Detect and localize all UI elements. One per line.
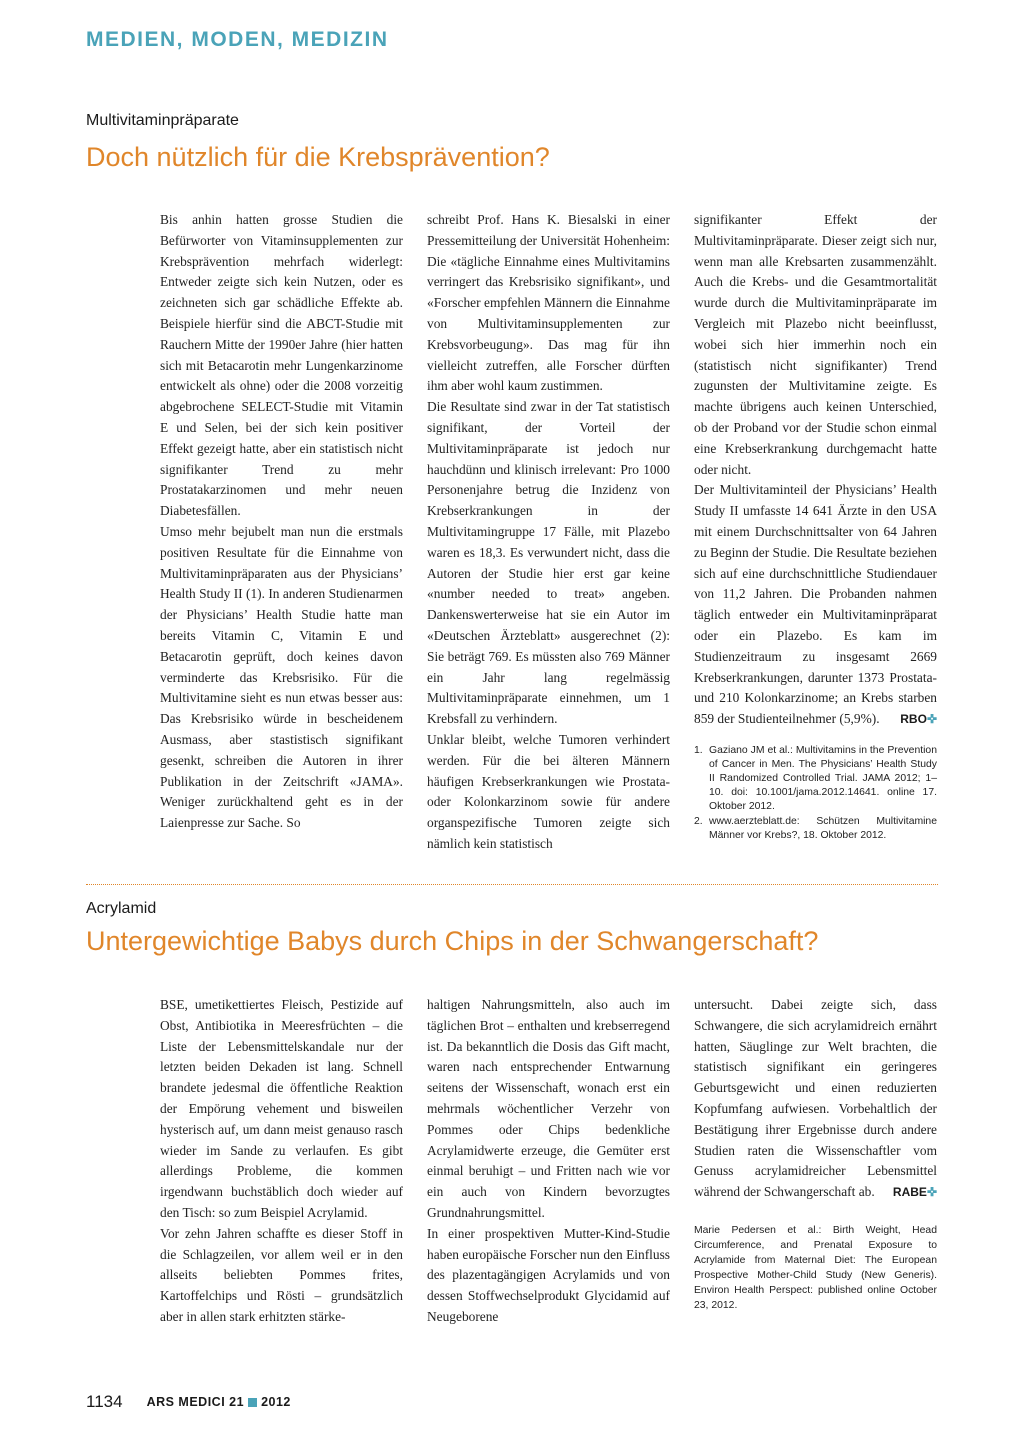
reference-item — [694, 744, 937, 814]
paragraph: Vor zehn Jahren schaffte es dieser Stoff in die Schlagzeilen, vor allem weil er in den allseits beliebten Pommes frites, Kartoffelchips und Rösti – grundsätzlich aber in allen stark erhitzten stärke- — [160, 1225, 403, 1324]
author-signature — [893, 1182, 937, 1203]
paragraph: signifikanter Effekt der Multivitaminpräparate. Dieser zeigt sich nur, wenn man alle Krebsarten zusammenzählt. Auch die Krebs- und die Gesamtmortalität wurde durch die Multivitaminpräparate im Vergleich mit Plazebo nicht beeinflusst, wobei sich hier immerhin noch ein (statistisch nicht signifikanter) Trend zugunsten der Multivitamine zeigte. Es machte übrigens auch keinen Unterschied, ob der Proband vor der Studie schon einmal eine Krebserkrankung durchgemacht hatte oder nicht. — [694, 212, 937, 477]
reference-text: Gaziano JM et al.: Multivitamins in the Prevention of Cancer in Men. The Physicians’ Health Study II Randomized Controlled Trial. JAMA 2012; 1–10. doi: 10.1001/jama.2012.14641. online 17. Oktober 2012. — [709, 744, 937, 812]
article2-column-2 — [427, 995, 670, 1328]
paragraph: Die Resultate sind zwar in der Tat statistisch signifikant, der Vorteil der Multivitaminpräparate ist jedoch nur hauchdünn und klinisch irrelevant: Pro 1000 Personenjahre betrug die Inzidenz von Krebserkrankungen in der Multivitamingruppe 17 Fälle, mit Plazebo waren es 18,3. Es verwundert nicht, dass die Autoren der Studie hier erst gar keine «number needed to treat» angeben. Dankenswerterweise hat sie ein Autor im «Deutschen Ärzteblatt» ausgerechnet (2): Sie beträgt 769. Es müssten also 769 Männer ein Jahr lang regelmässig Multivitaminpräparate einnehmen, um 1 Krebsfall zu verhindern. — [427, 399, 670, 727]
reference-number: 2. — [694, 815, 703, 827]
section-header: MEDIEN, MODEN, MEDIZIN — [86, 28, 389, 51]
paragraph: BSE, umetikettiertes Fleisch, Pestizide auf Obst, Antibiotika in Meeresfrüchten – die Liste der Lebensmittelskandale nur der letzten beiden Dekaden ist lang. Schnell brandete jedesmal die öffentliche Reaktion der Empörung vehement und bisweilen hysterisch auf, um dann meist genauso rasch wieder im Sande zu verlaufen. Es gibt allerdings Probleme, die kommen irgendwann buchstäblich doch wieder auf den Tisch: so zum Beispiel Acrylamid. — [160, 997, 403, 1220]
paragraph — [694, 995, 937, 1203]
page-footer — [86, 1392, 291, 1412]
reference-text: www.aerzteblatt.de: Schützen Multivitamine Männer vor Krebs?, 18. Oktober 2012. — [709, 815, 937, 841]
paragraph: Bis anhin hatten grosse Studien die Befürworter von Vitaminsupplementen zur Krebsprävention mehrfach widerlegt: Entweder zeigte sich kein Nutzen, oder es zeichneten sich gar schädliche Effekte ab. Beispiele hierfür sind die ABCT-Studie mit Rauchern Mitte der 1990er Jahre (hier hatten sich mit Betacarotin mehr Lungenkarzinome entwickelt als ohne) oder die 2008 vorzeitig abgebrochene SELECT-Studie mit Vitamin E und Selen, bei der sich kein positiver Effekt gezeigt hatte, aber ein statistisch nicht signifikanter Trend zu mehr Prostatakarzinomen und mehr neuen Diabetesfällen. — [160, 212, 403, 519]
paragraph — [694, 480, 937, 730]
square-icon — [248, 1398, 257, 1407]
journal-issue: ARS MEDICI 21 — [146, 1395, 245, 1409]
paragraph: Umso mehr bejubelt man nun die erstmals positiven Resultate für die Einnahme von Multivitaminpräparaten aus der Physicians’ Health Study II (1). In anderen Studienarmen der Physicians’ Health Studie hatte man bereits Vitamin C, Vitamin E und Betacarotin geprüft, doch keines davon verminderte das Krebsrisiko. Für die Multivitamine sieht es nun etwas besser aus: Das Krebsrisiko würde in bescheidenem Ausmass, aber stastistisch signifikant gesenkt, schreiben die Autoren in ihrer Publikation in der Zeitschrift «JAMA». Weniger zurückhaltend geht es in der Laienpresse zur Sache. So — [160, 523, 403, 831]
reference-number: 1. — [694, 744, 703, 756]
author-initials: RBO — [900, 712, 927, 727]
article1-column-3 — [694, 210, 937, 844]
article2-kicker: Acrylamid — [86, 900, 157, 917]
paragraph: Unklar bleibt, welche Tumoren verhindert werden. Für die bei älteren Männern häufigen Krebserkrankungen wie Prostata- oder Kolonkarzinom sowie für andere organspezifische Tumoren zeigte sich nämlich kein statistisch — [427, 731, 670, 851]
article2-headline: Untergewichtige Babys durch Chips in der Schwangerschaft? — [86, 926, 819, 956]
article1-references — [694, 744, 937, 843]
cross-icon: ✜ — [926, 1185, 937, 1200]
page-number: 1134 — [86, 1392, 123, 1411]
article2-column-1 — [160, 995, 403, 1328]
cross-icon: ✜ — [926, 712, 937, 727]
article1-headline: Doch nützlich für die Krebsprävention? — [86, 142, 550, 172]
article1-column-1 — [160, 210, 403, 834]
paragraph-text: untersucht. Dabei zeigte sich, dass Schwangere, die sich acrylamidreich ernährt hatten, Säuglinge zur Welt brachten, die statistisch signifikant ein geringeres Geburtsgewicht und einen reduzierten Kopfumfang aufwiesen. Vorbehaltlich der Bestätigung ihrer Ergebnisse durch andere Studien raten die Wissenschaftler vom Genuss acrylamidreicher Lebensmittel während der Schwangerschaft ab. — [694, 997, 937, 1200]
reference-item — [694, 815, 937, 843]
paragraph: In einer prospektiven Mutter-Kind-Studie haben europäische Forscher nun den Einfluss des plazentagängigen Acrylamids und von dessen Stoffwechselprodukt Glycidamid auf Neugeborene — [427, 1225, 670, 1324]
article2-column-3 — [694, 995, 937, 1313]
paragraph: schreibt Prof. Hans K. Biesalski in einer Pressemitteilung der Universität Hohenheim: Die «tägliche Einnahme eines Multivitamins verringert das Krebsrisiko signifikant», und «Forscher empfehlen Männern die Einnahme von Multivitaminsupplementen zur Krebsvorbeugung». Das mag für ihn vielleicht zutreffen, alle Forscher dürften ihm aber wohl kaum zustimmen. — [427, 212, 670, 394]
article2-reference: Marie Pedersen et al.: Birth Weight, Head Circumference, and Prenatal Exposure to Acrylamide from Maternal Diet: The European Prospective Mother-Child Study (New Generis). Environ Health Perspect: published online October 23, 2012. — [694, 1224, 937, 1311]
journal-year: 2012 — [261, 1395, 291, 1409]
author-initials: RABE — [892, 1185, 927, 1200]
article1-kicker: Multivitaminpräparate — [86, 112, 239, 129]
section-divider — [86, 884, 938, 885]
article1-column-2 — [427, 210, 670, 855]
author-signature — [900, 709, 937, 730]
paragraph-text: Der Multivitaminteil der Physicians’ Health Study II umfasste 14 641 Ärzte in den USA mit einem Durchschnittsalter von 64 Jahren zu Beginn der Studie. Die Resultate beziehen sich auf eine durchschnittliche Studiendauer von 11,2 Jahren. Die Probanden nahmen täglich entweder ein Multivitaminpräparat oder ein Plazebo. Es kam im Studienzeitraum zu insgesamt 2669 Krebserkrankungen, darunter 1373 Prostata- und 210 Kolonkarzinome; an Krebs starben 859 der Studienteilnehmer (5,9%). — [694, 482, 937, 727]
paragraph: haltigen Nahrungsmitteln, also auch im täglichen Brot – enthalten und krebserregend ist. Da bekanntlich die Dosis das Gift macht, waren nach entsprechender Entwarnung seitens der Wissenschaft, wonach erst ein mehrmals wöchentlicher Verzehr von Pommes oder Chips bedenkliche Acrylamidwerte erzeuge, die Gemüter erst einmal beruhigt – und Fritten nach wie vor ein auch von Kindern bevorzugtes Grundnahrungsmittel. — [427, 997, 670, 1220]
